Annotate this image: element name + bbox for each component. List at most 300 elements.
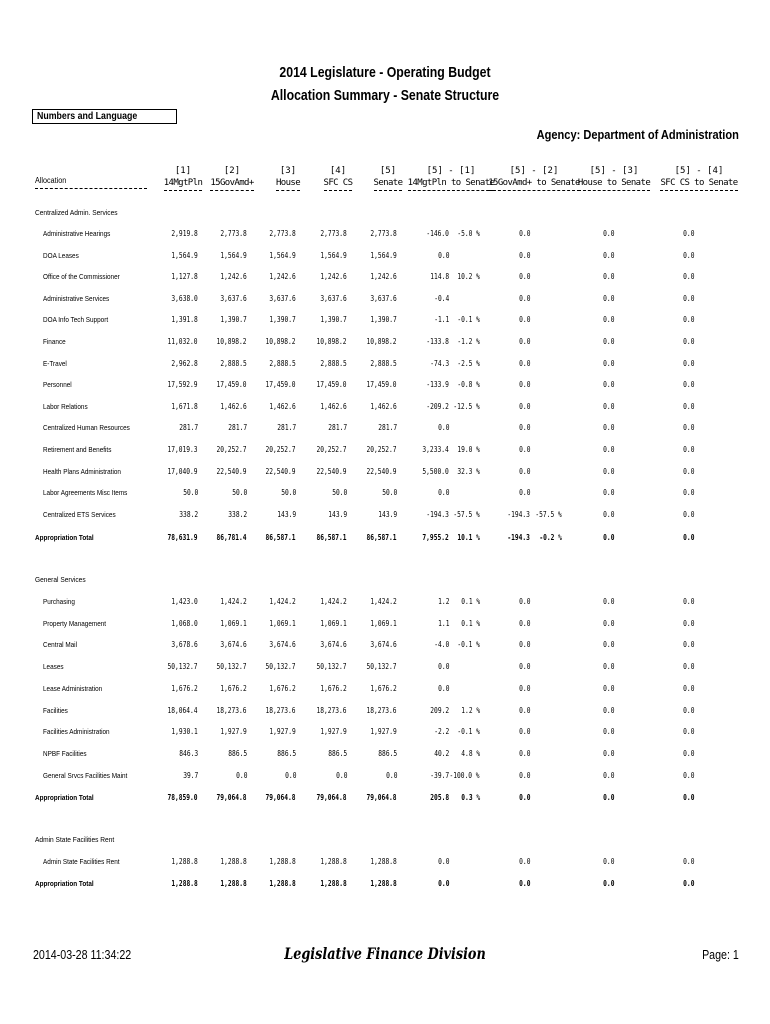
cell-d2: 0.0	[518, 337, 530, 346]
cell-d1: 7,955.2	[422, 533, 449, 542]
cell-c3: 3,637.6	[269, 294, 296, 303]
cell-c4: 10,898.2	[316, 337, 347, 346]
allocation-name: Leases	[43, 662, 64, 671]
allocation-name: E-Travel	[43, 359, 67, 368]
cell-c1: 1,423.0	[171, 597, 198, 606]
cell-d2: 0.0	[518, 467, 530, 476]
cell-c4: 1,390.7	[320, 315, 347, 324]
cell-c2: 1,676.2	[220, 684, 247, 693]
cell-d1: 0.0	[437, 684, 449, 693]
cell-d1: -4.0	[433, 640, 449, 649]
cell-d2: 0.0	[518, 229, 530, 238]
cell-c4: 22,540.9	[316, 467, 347, 476]
cell-c2: 18,273.6	[216, 706, 247, 715]
cell-d4: 0.0	[682, 510, 694, 519]
cell-d4: 0.0	[682, 467, 694, 476]
cell-c5: 143.9	[378, 510, 397, 519]
cell-d3: 0.0	[602, 640, 614, 649]
cell-d1: 1.2	[437, 597, 449, 606]
cell-d1p: 19.0 %	[457, 445, 480, 454]
column-header-c3-name: House	[276, 178, 300, 191]
agency-label: Agency: Department of Administration	[536, 127, 739, 142]
allocation-name: Retirement and Benefits	[43, 445, 112, 454]
table-row	[0, 229, 770, 241]
cell-d3: 0.0	[602, 857, 614, 866]
cell-c4: 1,288.8	[320, 879, 347, 888]
table-row	[0, 445, 770, 457]
cell-d1: -39.7	[430, 771, 449, 780]
cell-c4: 18,273.6	[316, 706, 347, 715]
cell-d4: 0.0	[682, 749, 694, 758]
cell-d1p: -2.5 %	[457, 359, 480, 368]
table-row	[0, 857, 770, 869]
cell-c2: 10,898.2	[216, 337, 247, 346]
cell-c5: 1,390.7	[370, 315, 397, 324]
cell-c1: 78,631.9	[167, 533, 198, 542]
column-header-c3-number: [3]	[279, 166, 297, 176]
table-row	[0, 706, 770, 718]
cell-d1: -209.2	[426, 402, 449, 411]
column-header-d4	[654, 178, 744, 191]
cell-d1: -1.1	[433, 315, 449, 324]
cell-c5: 1,242.6	[370, 272, 397, 281]
cell-d4: 0.0	[682, 662, 694, 671]
cell-d4: 0.0	[682, 423, 694, 432]
cell-c3: 1,288.8	[269, 857, 296, 866]
cell-c4: 17,459.0	[316, 380, 347, 389]
cell-d1: 5,500.0	[422, 467, 449, 476]
cell-c1: 11,032.0	[167, 337, 198, 346]
column-header-d1	[406, 178, 496, 191]
cell-c4: 1,927.9	[320, 727, 347, 736]
cell-c5: 1,424.2	[370, 597, 397, 606]
cell-c1: 50,132.7	[167, 662, 198, 671]
cell-d1: 205.8	[430, 793, 449, 802]
cell-d1: 0.0	[437, 488, 449, 497]
cell-c2: 1,242.6	[220, 272, 247, 281]
cell-d2: 0.0	[518, 879, 530, 888]
table-row	[0, 380, 770, 392]
cell-d1: 0.0	[437, 879, 449, 888]
cell-d2: 0.0	[518, 315, 530, 324]
cell-d1: -133.9	[426, 380, 449, 389]
cell-c2: 50,132.7	[216, 662, 247, 671]
table-row	[0, 488, 770, 500]
cell-c1: 1,288.8	[171, 857, 198, 866]
total-label: Appropriation Total	[35, 793, 94, 802]
cell-d4: 0.0	[682, 619, 694, 628]
cell-c2: 1,288.8	[220, 879, 247, 888]
cell-d4: 0.0	[682, 857, 694, 866]
cell-c3: 50,132.7	[265, 662, 296, 671]
cell-d4: 0.0	[682, 879, 694, 888]
cell-c1: 1,288.8	[171, 879, 198, 888]
cell-d1p: -0.1 %	[457, 315, 480, 324]
allocation-name: Finance	[43, 337, 66, 346]
cell-c3: 50.0	[280, 488, 296, 497]
cell-c4: 79,064.8	[316, 793, 347, 802]
allocation-name: DOA Leases	[43, 251, 79, 260]
table-row	[0, 294, 770, 306]
cell-d4: 0.0	[682, 533, 694, 542]
allocation-name: Lease Administration	[43, 684, 103, 693]
table-row	[0, 749, 770, 761]
cell-d1p: -0.1 %	[457, 727, 480, 736]
cell-c4: 1,069.1	[320, 619, 347, 628]
column-header-d3-name: House to Senate	[578, 178, 650, 191]
allocation-name: Purchasing	[43, 597, 75, 606]
cell-c4: 1,462.6	[320, 402, 347, 411]
cell-d2: 0.0	[518, 402, 530, 411]
cell-c4: 1,424.2	[320, 597, 347, 606]
cell-d3: 0.0	[602, 749, 614, 758]
cell-c4: 50.0	[331, 488, 347, 497]
cell-c1: 39.7	[182, 771, 198, 780]
cell-c2: 2,888.5	[220, 359, 247, 368]
cell-d2: 0.0	[518, 640, 530, 649]
cell-c2: 338.2	[228, 510, 247, 519]
cell-c1: 1,391.8	[171, 315, 198, 324]
cell-d3: 0.0	[602, 662, 614, 671]
cell-c4: 143.9	[328, 510, 347, 519]
column-header-c2-number: [2]	[223, 166, 241, 176]
allocation-name: Health Plans Administration	[43, 467, 121, 476]
cell-c2: 50.0	[231, 488, 247, 497]
cell-c3: 1,564.9	[269, 251, 296, 260]
column-header-d3-number: [5] - [3]	[589, 166, 639, 176]
cell-c2: 1,462.6	[220, 402, 247, 411]
cell-d1: 0.0	[437, 251, 449, 260]
cell-c5: 22,540.9	[366, 467, 397, 476]
cell-c5: 1,288.8	[370, 879, 397, 888]
cell-c5: 79,064.8	[366, 793, 397, 802]
section-heading: Admin State Facilities Rent	[35, 835, 115, 844]
cell-d4: 0.0	[682, 315, 694, 324]
table-row	[0, 727, 770, 739]
cell-c2: 3,674.6	[220, 640, 247, 649]
cell-d4: 0.0	[682, 684, 694, 693]
cell-d1: -74.3	[430, 359, 449, 368]
column-header-d3	[569, 178, 659, 191]
section-heading: Centralized Admin. Services	[35, 208, 118, 217]
cell-d1p: 4.8 %	[461, 749, 480, 758]
cell-c3: 1,424.2	[269, 597, 296, 606]
table-row	[0, 684, 770, 696]
cell-c2: 1,390.7	[220, 315, 247, 324]
cell-c2: 79,064.8	[216, 793, 247, 802]
cell-d2: 0.0	[518, 272, 530, 281]
cell-c5: 1,676.2	[370, 684, 397, 693]
cell-c1: 78,859.0	[167, 793, 198, 802]
cell-d2: 0.0	[518, 749, 530, 758]
cell-c2: 3,637.6	[220, 294, 247, 303]
cell-c2: 17,459.0	[216, 380, 247, 389]
cell-d4: 0.0	[682, 337, 694, 346]
cell-d1p: -0.1 %	[457, 640, 480, 649]
table-row	[0, 251, 770, 263]
cell-c1: 18,064.4	[167, 706, 198, 715]
cell-c2: 0.0	[235, 771, 247, 780]
column-header-d1-number: [5] - [1]	[426, 166, 476, 176]
cell-c4: 3,637.6	[320, 294, 347, 303]
cell-d3: 0.0	[602, 272, 614, 281]
cell-c1: 1,564.9	[171, 251, 198, 260]
cell-d1p: -0.8 %	[457, 380, 480, 389]
table-row	[0, 272, 770, 284]
cell-c5: 18,273.6	[366, 706, 397, 715]
cell-d1: -0.4	[433, 294, 449, 303]
cell-c4: 886.5	[328, 749, 347, 758]
cell-c5: 2,773.8	[370, 229, 397, 238]
allocation-name: Personnel	[43, 380, 72, 389]
cell-c3: 143.9	[277, 510, 296, 519]
cell-d4: 0.0	[682, 488, 694, 497]
cell-d2: 0.0	[518, 294, 530, 303]
cell-c3: 2,888.5	[269, 359, 296, 368]
cell-d3: 0.0	[602, 467, 614, 476]
cell-c3: 1,462.6	[269, 402, 296, 411]
cell-c2: 2,773.8	[220, 229, 247, 238]
cell-d4: 0.0	[682, 445, 694, 454]
cell-c2: 22,540.9	[216, 467, 247, 476]
footer-timestamp: 2014-03-28 11:34:22	[33, 947, 132, 962]
cell-d1: 209.2	[430, 706, 449, 715]
cell-c1: 3,678.6	[171, 640, 198, 649]
cell-d2: 0.0	[518, 380, 530, 389]
cell-d1: 0.0	[437, 857, 449, 866]
report-subtitle: Allocation Summary - Senate Structure	[270, 87, 500, 104]
allocation-name: Central Mail	[43, 640, 78, 649]
cell-d1: -194.3	[426, 510, 449, 519]
cell-d1p: -12.5 %	[453, 402, 480, 411]
cell-d3: 0.0	[602, 359, 614, 368]
cell-c3: 3,674.6	[269, 640, 296, 649]
cell-d2: 0.0	[518, 662, 530, 671]
cell-c1: 338.2	[179, 510, 198, 519]
cell-c5: 50,132.7	[366, 662, 397, 671]
cell-d1p: -5.0 %	[457, 229, 480, 238]
cell-d1p: 10.1 %	[457, 533, 480, 542]
cell-c4: 2,773.8	[320, 229, 347, 238]
cell-c1: 281.7	[179, 423, 198, 432]
cell-c3: 2,773.8	[269, 229, 296, 238]
total-label: Appropriation Total	[35, 533, 94, 542]
cell-c4: 3,674.6	[320, 640, 347, 649]
cell-c5: 86,587.1	[366, 533, 397, 542]
cell-d4: 0.0	[682, 640, 694, 649]
table-row	[0, 510, 770, 522]
cell-d3: 0.0	[602, 380, 614, 389]
cell-d1p: 32.3 %	[457, 467, 480, 476]
column-header-c4-name: SFC CS	[324, 178, 353, 191]
cell-d4: 0.0	[682, 793, 694, 802]
numbers-language-box	[32, 109, 177, 124]
column-header-c1-name: 14MgtPln	[164, 178, 203, 191]
column-header-d4-name: SFC CS to Senate	[660, 178, 737, 191]
cell-d3: 0.0	[602, 337, 614, 346]
cell-d3: 0.0	[602, 423, 614, 432]
table-row	[0, 315, 770, 327]
cell-c5: 17,459.0	[366, 380, 397, 389]
cell-c3: 886.5	[277, 749, 296, 758]
cell-c1: 17,019.3	[167, 445, 198, 454]
cell-c5: 886.5	[378, 749, 397, 758]
cell-d3: 0.0	[602, 619, 614, 628]
cell-c4: 20,252.7	[316, 445, 347, 454]
cell-d1: 114.8	[430, 272, 449, 281]
cell-c3: 281.7	[277, 423, 296, 432]
cell-d1p: -57.5 %	[453, 510, 480, 519]
cell-c5: 20,252.7	[366, 445, 397, 454]
allocation-name: Admin State Facilities Rent	[43, 857, 120, 866]
column-header-c2-name: 15GovAmd+	[210, 178, 253, 191]
cell-c1: 1,671.8	[171, 402, 198, 411]
cell-c3: 18,273.6	[265, 706, 296, 715]
cell-c3: 1,242.6	[269, 272, 296, 281]
cell-c1: 1,676.2	[171, 684, 198, 693]
cell-c2: 1,288.8	[220, 857, 247, 866]
column-header-d2-name: 15GovAmd+ to Senate	[488, 178, 580, 191]
cell-c2: 1,564.9	[220, 251, 247, 260]
cell-d2: 0.0	[518, 488, 530, 497]
cell-c2: 1,927.9	[220, 727, 247, 736]
cell-c5: 281.7	[378, 423, 397, 432]
table-row	[0, 619, 770, 631]
cell-d1: 40.2	[433, 749, 449, 758]
cell-d4: 0.0	[682, 359, 694, 368]
cell-c5: 3,674.6	[370, 640, 397, 649]
cell-d4: 0.0	[682, 727, 694, 736]
cell-d1p: 1.2 %	[461, 706, 480, 715]
cell-c4: 50,132.7	[316, 662, 347, 671]
cell-d3: 0.0	[602, 727, 614, 736]
cell-d1p: 0.1 %	[461, 597, 480, 606]
cell-d2: 0.0	[518, 251, 530, 260]
appropriation-total-row	[0, 793, 770, 805]
allocation-name: Facilities Administration	[43, 727, 110, 736]
cell-d3: 0.0	[602, 879, 614, 888]
cell-d1p: 10.2 %	[457, 272, 480, 281]
cell-d4: 0.0	[682, 706, 694, 715]
cell-d1: -133.8	[426, 337, 449, 346]
footer-page-number: Page: 1	[702, 947, 739, 962]
table-row	[0, 640, 770, 652]
cell-c1: 846.3	[179, 749, 198, 758]
cell-c3: 10,898.2	[265, 337, 296, 346]
cell-d1: 0.0	[437, 662, 449, 671]
cell-d1p: -1.2 %	[457, 337, 480, 346]
cell-d1: -2.2	[433, 727, 449, 736]
cell-c3: 22,540.9	[265, 467, 296, 476]
cell-d2: 0.0	[518, 597, 530, 606]
allocation-header-rule	[35, 188, 147, 189]
cell-d3: 0.0	[602, 793, 614, 802]
cell-d2: -194.3	[507, 533, 530, 542]
cell-d2: 0.0	[518, 793, 530, 802]
allocation-name: Administrative Hearings	[43, 229, 111, 238]
cell-c4: 1,288.8	[320, 857, 347, 866]
cell-c1: 2,919.8	[171, 229, 198, 238]
cell-c3: 86,587.1	[265, 533, 296, 542]
cell-d3: 0.0	[602, 533, 614, 542]
column-header-d1-name: 14MgtPln to Senate	[408, 178, 495, 191]
cell-d2: 0.0	[518, 857, 530, 866]
cell-d1: 1.1	[437, 619, 449, 628]
cell-d3: 0.0	[602, 229, 614, 238]
cell-c4: 1,242.6	[320, 272, 347, 281]
cell-d4: 0.0	[682, 294, 694, 303]
cell-c3: 1,069.1	[269, 619, 296, 628]
total-label: Appropriation Total	[35, 879, 94, 888]
cell-c2: 886.5	[228, 749, 247, 758]
cell-c5: 1,069.1	[370, 619, 397, 628]
cell-c5: 1,288.8	[370, 857, 397, 866]
cell-c5: 1,462.6	[370, 402, 397, 411]
cell-c2: 281.7	[228, 423, 247, 432]
cell-d2: 0.0	[518, 445, 530, 454]
table-row	[0, 337, 770, 349]
table-row	[0, 771, 770, 783]
allocation-name: NPBF Facilities	[43, 749, 87, 758]
cell-d1p: 0.1 %	[461, 619, 480, 628]
cell-c5: 2,888.5	[370, 359, 397, 368]
cell-c3: 17,459.0	[265, 380, 296, 389]
cell-c1: 17,592.9	[167, 380, 198, 389]
allocation-name: Labor Agreements Misc Items	[43, 488, 128, 497]
column-header-c5-name: Senate	[374, 178, 403, 191]
cell-d2: 0.0	[518, 771, 530, 780]
cell-c4: 2,888.5	[320, 359, 347, 368]
allocation-name: General Srvcs Facilities Maint	[43, 771, 128, 780]
cell-c5: 1,564.9	[370, 251, 397, 260]
cell-d3: 0.0	[602, 771, 614, 780]
cell-c4: 86,587.1	[316, 533, 347, 542]
cell-d1p: -100.0 %	[449, 771, 480, 780]
cell-d2p: -0.2 %	[539, 533, 562, 542]
cell-c2: 1,424.2	[220, 597, 247, 606]
allocation-name: Centralized ETS Services	[43, 510, 116, 519]
allocation-name: DOA Info Tech Support	[43, 315, 109, 324]
cell-d4: 0.0	[682, 771, 694, 780]
allocation-column-header: Allocation	[35, 176, 67, 185]
cell-c2: 1,069.1	[220, 619, 247, 628]
cell-d4: 0.0	[682, 272, 694, 281]
cell-c1: 17,040.9	[167, 467, 198, 476]
cell-c3: 1,927.9	[269, 727, 296, 736]
report-title: 2014 Legislature - Operating Budget	[279, 64, 491, 81]
cell-c4: 1,676.2	[320, 684, 347, 693]
cell-c5: 3,637.6	[370, 294, 397, 303]
allocation-name: Office of the Commissioner	[43, 272, 120, 281]
allocation-name: Labor Relations	[43, 402, 88, 411]
table-row	[0, 597, 770, 609]
cell-c3: 20,252.7	[265, 445, 296, 454]
cell-d1p: 0.3 %	[461, 793, 480, 802]
cell-c3: 1,390.7	[269, 315, 296, 324]
column-header-c5-number: [5]	[379, 166, 397, 176]
cell-d4: 0.0	[682, 229, 694, 238]
cell-c5: 10,898.2	[366, 337, 397, 346]
cell-c5: 0.0	[385, 771, 397, 780]
allocation-name: Administrative Services	[43, 294, 110, 303]
cell-c1: 3,638.0	[171, 294, 198, 303]
table-row	[0, 467, 770, 479]
cell-c1: 1,127.8	[171, 272, 198, 281]
appropriation-total-row	[0, 533, 770, 545]
cell-d3: 0.0	[602, 597, 614, 606]
cell-d2: 0.0	[518, 706, 530, 715]
cell-c3: 1,288.8	[269, 879, 296, 888]
